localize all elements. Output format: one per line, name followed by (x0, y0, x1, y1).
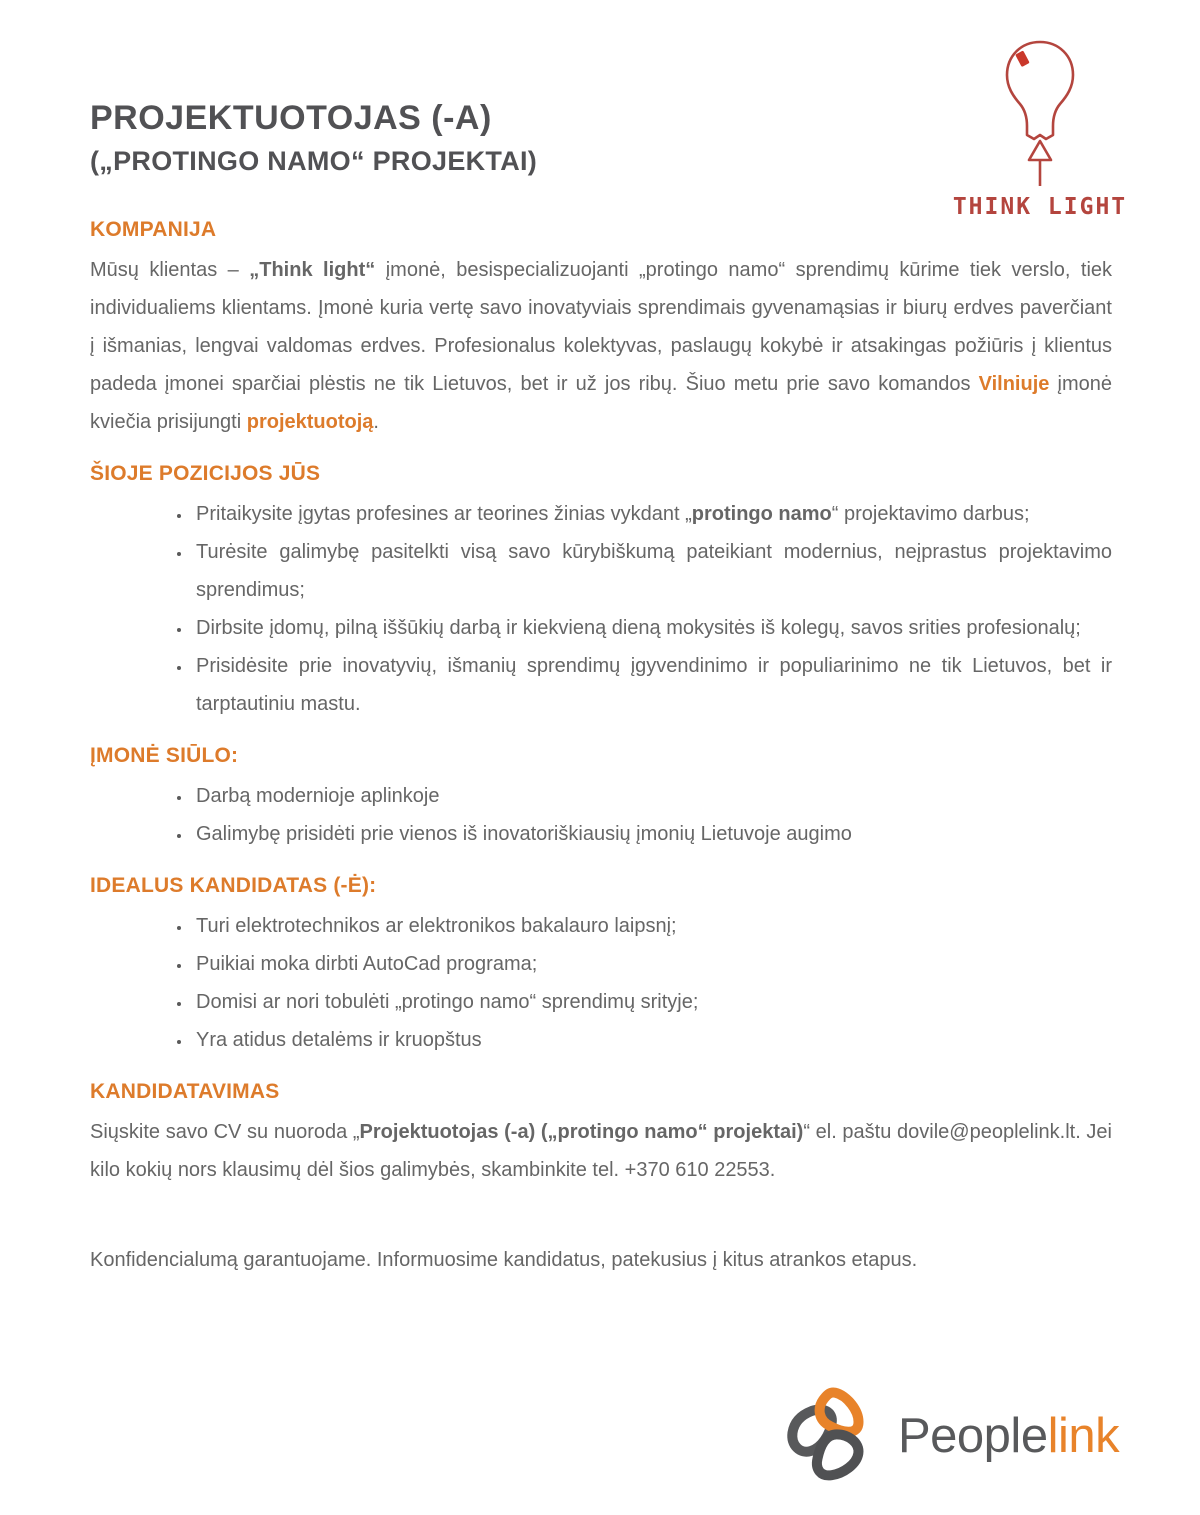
idealus-kandidatas-bullet-list (90, 907, 1112, 1059)
peoplelink-wordmark (898, 1408, 1120, 1463)
text-segment: Prisidėsite prie inovatyvių, išmanių sprendimų įgyvendinimo ir populiarinimo ne tik Lietuvos, bet ir tarptautiniu mastu. (196, 655, 1112, 716)
section-heading-kompanija: KOMPANIJA (90, 218, 217, 242)
think-light-logo-text: THINK LIGHT (952, 194, 1128, 220)
text-segment: „Think light“ (249, 259, 376, 282)
list-item (192, 983, 1112, 1021)
text-segment: Puikiai moka dirbti AutoCad programa; (196, 953, 538, 976)
text-segment: įmonė, besispecializuojanti „protingo namo“ sprendimų kūrime tiek verslo, tiek individualiems klientams. Įmonė kuria vertę savo inovatyviais sprendimais gyvenamąsias ir biurų erdves paverčiant į išmanias, lengvai valdomas erdves. Profesionalus kolektyvas, paslaugų kokybė ir atsakingas požiūris į klientus padeda įmonei sparčiai plėstis ne tik Lietuvos, bet ir už jos ribų. Šiuo metu prie savo komandos (90, 259, 1113, 396)
section-heading-idealus-kandidatas: IDEALUS KANDIDATAS (-Ė): (90, 874, 377, 898)
list-item (192, 815, 1112, 853)
text-segment: Darbą modernioje aplinkoje (196, 785, 440, 808)
text-segment: Projektuotojas (-a) („protingo namo“ projektai) (359, 1121, 804, 1144)
confidentiality-note: Konfidencialumą garantuojame. Informuosime kandidatus, patekusius į kitus atrankos etapus. (90, 1249, 918, 1272)
text-segment: Mūsų klientas – (90, 259, 250, 282)
text-segment: Turėsite galimybę pasitelkti visą savo kūrybiškumą pateikiant modernius, neįprastus projektavimo sprendimus; (196, 541, 1112, 602)
list-item (192, 777, 1112, 815)
peoplelink-logo (780, 1386, 1119, 1486)
text-segment: Turi elektrotechnikos ar elektronikos bakalauro laipsnį; (196, 915, 677, 938)
text-segment: “ projektavimo darbus; (831, 503, 1030, 526)
text-segment: Vilniuje (978, 373, 1050, 396)
text-segment: Pritaikysite įgytas profesines ar teorines žinias vykdant „ (196, 503, 692, 526)
list-item (192, 647, 1112, 723)
imone-siulo-bullet-list (90, 777, 1112, 853)
list-item (192, 907, 1112, 945)
kompanija-paragraph (90, 251, 1112, 441)
text-segment: protingo namo (691, 503, 832, 526)
text-segment: Siųskite savo CV su nuoroda „ (90, 1121, 360, 1144)
peoplelink-wordmark-link: link (1047, 1408, 1120, 1463)
list-item (192, 609, 1112, 647)
section-heading-kandidatavimas: KANDIDATAVIMAS (90, 1080, 280, 1104)
peoplelink-interlocked-triangles-icon (780, 1386, 880, 1486)
text-segment: Galimybę prisidėti prie vienos iš inovatoriškiausių įmonių Lietuvoje augimo (196, 823, 852, 846)
text-segment: . (373, 411, 379, 434)
peoplelink-wordmark-people: People (898, 1408, 1048, 1463)
section-heading-pozicija: ŠIOJE POZICIJOS JŪS (90, 462, 321, 486)
list-item (192, 533, 1112, 609)
document-content (90, 0, 1112, 1279)
text-segment: Domisi ar nori tobulėti „protingo namo“ sprendimų srityje; (196, 991, 699, 1014)
pozicija-bullet-list (90, 495, 1112, 723)
kandidatavimas-paragraph (90, 1113, 1112, 1189)
text-segment: Yra atidus detalėms ir kruopštus (196, 1029, 482, 1052)
page-title: PROJEKTUOTOJAS (-A) (90, 99, 492, 137)
page-subtitle: („PROTINGO NAMO“ PROJEKTAI) (90, 145, 538, 176)
text-segment: “ el. paštu dovile@peoplelink.lt. Jei kilo kokių nors klausimų dėl šios galimybės, skambinkite tel. +370 610 22553. (90, 1121, 1112, 1182)
text-segment: projektuotoją (246, 411, 374, 434)
list-item (192, 1021, 1112, 1059)
text-segment: įmonė kviečia prisijungti (90, 373, 1112, 434)
list-item (192, 495, 1112, 533)
text-segment: Dirbsite įdomų, pilną iššūkių darbą ir kiekvieną dieną mokysitės iš kolegų, savos srities profesionalų; (196, 617, 1081, 640)
list-item (192, 945, 1112, 983)
section-heading-imone-siulo: ĮMONĖ SIŪLO: (90, 744, 239, 768)
